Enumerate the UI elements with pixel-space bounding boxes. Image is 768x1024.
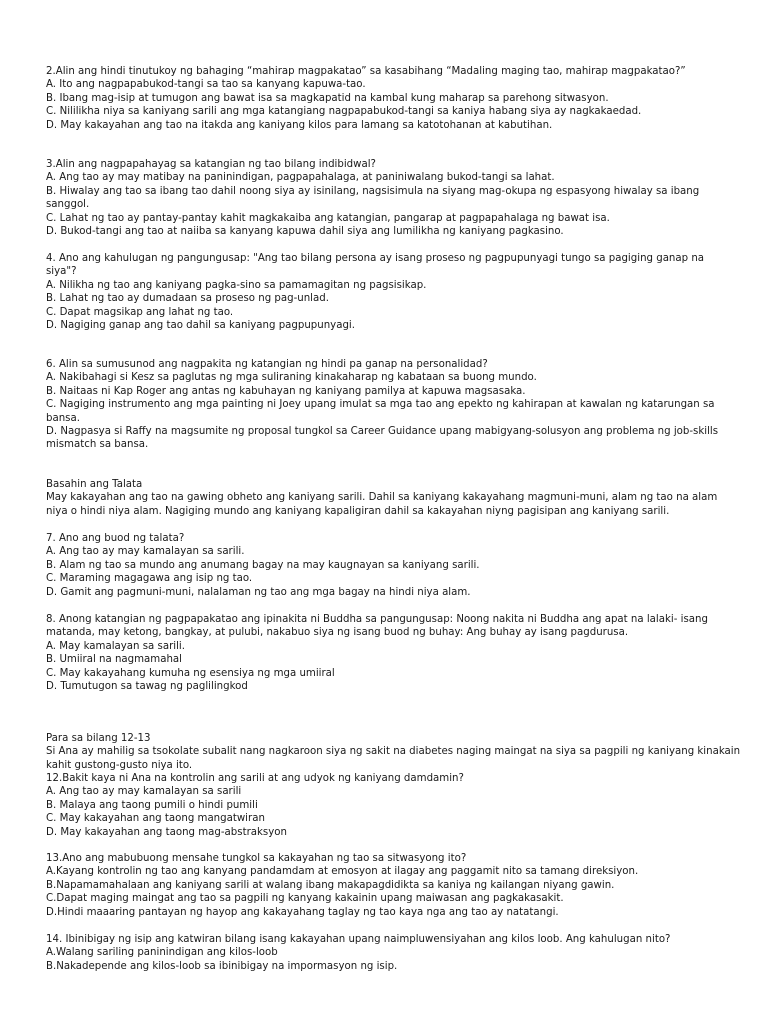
choice-a: A. Ang tao ay may matibay na paninindigan, pagpapahalaga, at paniniwalang bukod-tangi sa lahat. [46, 172, 555, 184]
choice-c: C. May kakayahang kumuha ng esensiya ng mga umiiral [46, 667, 335, 679]
choice-d: D. Tumutugon sa tawag ng paglilingkod [46, 681, 248, 693]
scenario-text: Si Ana ay mahilig sa tsokolate subalit nang nagkaroon siya ng sakit na diabetes naging maingat na siya sa pagpili ng kaniyang kinakain [46, 746, 741, 758]
choice-d-cont: mismatch sa bansa. [46, 439, 149, 451]
passage-text-cont: niya o hindi niya alam. Nagiging mundo ang kaniyang kapaligiran dahil sa kakayahan niyng pagisipan ang kaniyang sarili. [46, 505, 670, 517]
choice-c: C. Maraming magagawa ang isip ng tao. [46, 573, 253, 585]
choice-b: B. Alam ng tao sa mundo ang anumang bagay na may kaugnayan sa kaniyang sarili. [46, 559, 480, 571]
choice-a: A. Ang tao ay may kamalayan sa sarili. [46, 546, 245, 558]
question-text: 2.Alin ang hindi tinutukoy ng bahaging “mahirap magpakatao” sa kasabihang “Madaling maging tao, mahirap magpakatao?” [46, 66, 686, 77]
passage-text: May kakayahan ang tao na gawing obheto ang kaniyang sarili. Dahil sa kaniyang kakayahang magmuni-muni, alam ng tao na alam [46, 492, 718, 504]
question-8 [46, 613, 726, 693]
choice-b: B. Hiwalay ang tao sa ibang tao dahil noong siya ay isinilang, nagsisimula na siyang mag-okupa ng espasyong hiwalay sa ibang [46, 185, 700, 197]
choice-b: B.Napamamahalaan ang kaniyang sarili at walang ibang makapagdidikta sa kaniya ng kailangan niyang gawin. [46, 879, 615, 891]
choice-d: D. Gamit ang pagmuni-muni, nalalaman ng tao ang mga bagay na hindi niya alam. [46, 586, 471, 598]
choice-c: C. Nililikha niya sa kaniyang sarili ang mga katangiang nagpapabukod-tangi sa kaniya habang siya ay nagkakaedad. [46, 106, 642, 118]
question-text: 8. Anong katangian ng pagpapakatao ang ipinakita ni Buddha sa pangungusap: Noong nakita ni Buddha ang apat na lalaki- isang [46, 614, 708, 625]
choice-b: B. Ibang mag-isip at tumugon ang bawat isa sa magkapatid na kambal kung maharap sa parehong sitwasyon. [46, 92, 609, 104]
question-text: 4. Ano ang kahulugan ng pangungusap: "Ang tao bilang persona ay isang proseso ng pagpupunyagi tungo sa pagiging ganap na [46, 253, 705, 264]
choice-b: B. Naitaas ni Kap Roger ang antas ng kabuhayan ng kaniyang pamilya at kapuwa magsasaka. [46, 385, 526, 397]
passage-heading: Basahin ang Talata [46, 479, 143, 490]
question-13 [46, 852, 726, 919]
scenario-text-cont: kahit gustong-gusto niya ito. [46, 759, 193, 771]
question-text: 14. Ibinibigay ng isip ang katwiran bilang isang kakayahan upang naimpluwensiyahan ang kilos loob. Ang kahulugan nito? [46, 934, 671, 945]
question-12 [46, 772, 726, 839]
question-3 [46, 158, 726, 238]
question-4 [46, 252, 726, 332]
choice-a: A. Ito ang nagpapabukod-tangi sa tao sa kanyang kapuwa-tao. [46, 79, 366, 91]
question-text: 3.Alin ang nagpapahayag sa katangian ng tao bilang indibidwal? [46, 159, 376, 170]
choice-b: B.Nakadepende ang kilos-loob sa ibinibigay na impormasyon ng isip. [46, 960, 398, 972]
choice-a: A. Nilikha ng tao ang kaniyang pagka-sino sa pamamagitan ng pagsisikap. [46, 279, 427, 291]
question-text-cont: siya"? [46, 266, 77, 278]
choice-c: C. Nagiging instrumento ang mga painting ni Joey upang imulat sa mga tao ang epekto ng kahirapan at kawalan ng katarungan sa [46, 399, 715, 411]
choice-d: D.Hindi maaaring pantayan ng hayop ang kakayahang taglay ng tao kaya nga ang tao ay natatangi. [46, 906, 559, 918]
question-14 [46, 933, 726, 973]
choice-d: D. Bukod-tangi ang tao at naiiba sa kanyang kapuwa dahil siya ang lumilikha ng kaniyang pagkasino. [46, 226, 564, 238]
choice-b: B. Malaya ang taong pumili o hindi pumili [46, 799, 258, 811]
choice-d: D. May kakayahan ang taong mag-abstraksyon [46, 826, 287, 838]
question-7 [46, 532, 726, 599]
choice-a: A. Ang tao ay may kamalayan sa sarili [46, 786, 242, 798]
choice-b-cont: sanggol. [46, 199, 90, 211]
choice-a: A. Nakibahagi si Kesz sa paglutas ng mga suliraning kinakaharap ng kabataan sa buong mundo. [46, 372, 537, 384]
choice-c: C.Dapat maging maingat ang tao sa pagpili ng kanyang kakainin upang maiwasan ang pagkakasakit. [46, 893, 564, 905]
choice-c: C. Lahat ng tao ay pantay-pantay kahit magkakaiba ang katangian, pangarap at pagpapahalaga ng bawat isa. [46, 212, 610, 224]
question-text: 6. Alin sa sumusunod ang nagpakita ng katangian ng hindi pa ganap na personalidad? [46, 359, 488, 370]
choice-a: A. May kamalayan sa sarili. [46, 640, 185, 652]
choice-a: A.Walang sariling paninindigan ang kilos-loob [46, 947, 278, 959]
section-heading: Para sa bilang 12-13 [46, 733, 151, 744]
question-text: 12.Bakit kaya ni Ana na kontrolin ang sarili at ang udyok ng kaniyang damdamin? [46, 773, 464, 784]
choice-b: B. Umiiral na nagmamahal [46, 654, 182, 666]
choice-d: D. May kakayahan ang tao na itakda ang kaniyang kilos para lamang sa katotohanan at kabutihan. [46, 119, 553, 131]
choice-c: C. May kakayahan ang taong mangatwiran [46, 813, 265, 825]
choice-c: C. Dapat magsikap ang lahat ng tao. [46, 306, 234, 318]
question-6 [46, 358, 726, 452]
choice-b: B. Lahat ng tao ay dumadaan sa proseso ng pag-unlad. [46, 293, 329, 305]
question-2 [46, 65, 726, 132]
choice-d: D. Nagpasya si Raffy na magsumite ng proposal tungkol sa Career Guidance upang mabigyang-solusyon ang problema ng job-skills [46, 426, 719, 438]
question-text: 7. Ano ang buod ng talata? [46, 533, 185, 544]
choice-a: A.Kayang kontrolin ng tao ang kanyang pandamdam at emosyon at ilagay ang paggamit nito sa tamang direksiyon. [46, 866, 639, 878]
passage-12-13 [46, 732, 741, 772]
reading-passage [46, 478, 726, 518]
question-text: 13.Ano ang mabubuong mensahe tungkol sa kakayahan ng tao sa sitwasyong ito? [46, 853, 467, 864]
choice-c-cont: bansa. [46, 412, 80, 424]
choice-d: D. Nagiging ganap ang tao dahil sa kaniyang pagpupunyagi. [46, 320, 355, 332]
question-text-cont: matanda, may ketong, bangkay, at pulubi, nakabuo siya ng isang buod ng buhay: Ang buhay ay isang pagdurusa. [46, 627, 629, 639]
